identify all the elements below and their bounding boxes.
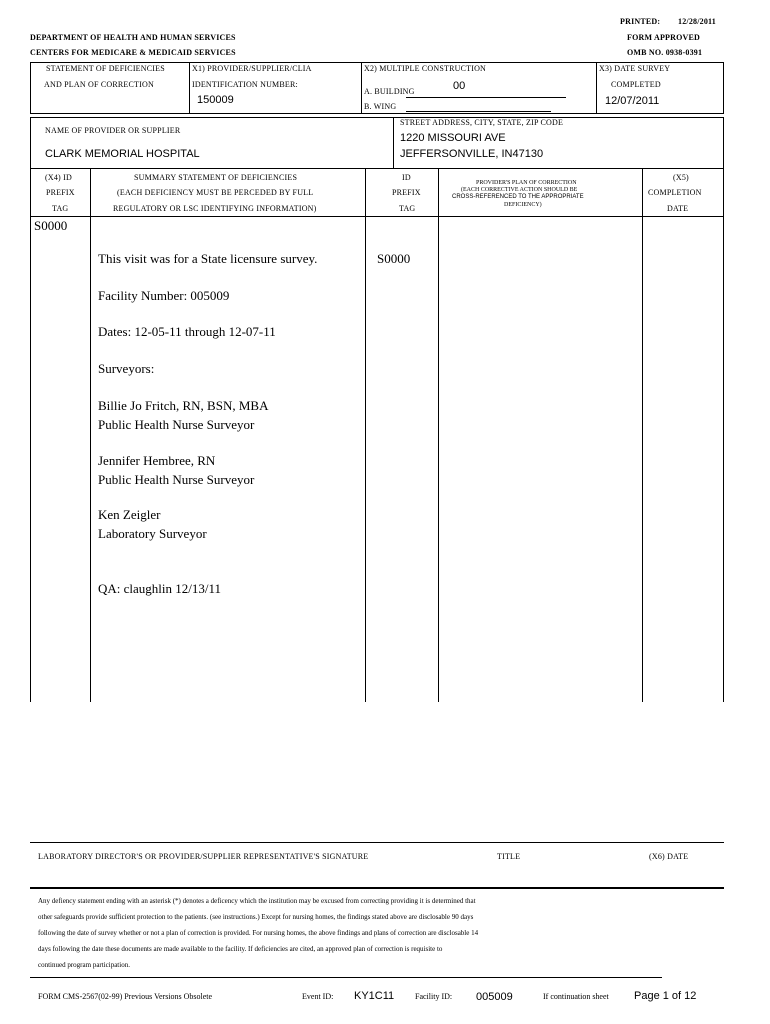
content-line: Facility Number: 005009 bbox=[98, 288, 230, 303]
plan-header-3: CROSS-REFERENCED TO THE APPROPRIATE bbox=[452, 194, 584, 200]
x2-label: X2) MULTIPLE CONSTRUCTION bbox=[364, 64, 487, 73]
content-line: Billie Jo Fritch, RN, BSN, MBA bbox=[98, 398, 269, 413]
content-line: This visit was for a State licensure survey. bbox=[98, 251, 318, 266]
statement-label-2: AND PLAN OF CORRECTION bbox=[44, 80, 154, 89]
survey-date: 12/07/2011 bbox=[605, 95, 660, 107]
disclaimer-line: other safeguards provide sufficient protection to the patients. (see instructions.) Except for nursing homes, the findings stated above are disclosable 90 days bbox=[38, 913, 474, 921]
printed-label: PRINTED: bbox=[620, 17, 661, 26]
summary-header-1: SUMMARY STATEMENT OF DEFICIENCIES bbox=[134, 173, 298, 182]
disclaimer-line: following the date of survey whether or not a plan of correction is provided. For nursing homes, the above findings and plans of correction are disclosable 14 bbox=[38, 929, 479, 937]
x4-header-1: (X4) ID bbox=[45, 173, 72, 182]
x5-header-1: (X5) bbox=[673, 173, 689, 182]
address-line-1: 1220 MISSOURI AVE bbox=[400, 132, 506, 144]
plan-header-2: (EACH CORRECTIVE ACTION SHOULD BE bbox=[461, 187, 578, 193]
content-line: Ken Zeigler bbox=[98, 507, 161, 522]
building-label: A. BUILDING bbox=[364, 87, 415, 96]
printed-date: 12/28/2011 bbox=[678, 17, 717, 26]
x5-header-3: DATE bbox=[667, 204, 689, 213]
continuation-label: If continuation sheet bbox=[543, 992, 609, 1001]
x1-label-1: X1) PROVIDER/SUPPLIER/CLIA bbox=[192, 64, 312, 73]
id-header-2: PREFIX bbox=[392, 188, 421, 197]
x3-label-1: X3) DATE SURVEY bbox=[599, 64, 671, 73]
id-header-1: ID bbox=[402, 173, 411, 182]
summary-header-3: REGULATORY OR LSC IDENTIFYING INFORMATION) bbox=[113, 204, 317, 213]
provider-name-label: NAME OF PROVIDER OR SUPPLIER bbox=[45, 126, 181, 135]
omb-number: OMB NO. 0938-0391 bbox=[627, 48, 703, 57]
address-label: STREET ADDRESS, CITY, STATE, ZIP CODE bbox=[400, 118, 564, 127]
disclaimer-line: Any defiency statement ending with an asterisk (*) denotes a deficency which the institution may be excused from correcting providing it is determined that bbox=[38, 897, 476, 905]
title-label: TITLE bbox=[497, 852, 521, 861]
id-header-3: TAG bbox=[399, 204, 416, 213]
x3-label-2: COMPLETED bbox=[611, 80, 661, 89]
provider-name: CLARK MEMORIAL HOSPITAL bbox=[45, 148, 200, 160]
address-line-2: JEFFERSONVILLE, IN47130 bbox=[400, 148, 544, 160]
page-number: Page 1 of 12 bbox=[634, 990, 697, 1002]
plan-header-4: DEFICIENCY) bbox=[504, 202, 542, 208]
dept-title: DEPARTMENT OF HEALTH AND HUMAN SERVICES bbox=[30, 33, 236, 42]
content-line: Jennifer Hembree, RN bbox=[98, 453, 216, 468]
disclaimer-line: days following the date these documents are made available to the facility. If deficiencies are cited, an approved plan of correction is requisite to bbox=[38, 945, 443, 953]
right-tag: S0000 bbox=[377, 251, 411, 266]
content-line: Public Health Nurse Surveyor bbox=[98, 417, 255, 432]
summary-header-2: (EACH DEFICIENCY MUST BE PERCEDED BY FULL bbox=[117, 188, 314, 197]
event-id-value: KY1C11 bbox=[354, 990, 395, 1002]
content-line: Laboratory Surveyor bbox=[98, 526, 207, 541]
date-label: (X6) DATE bbox=[649, 852, 689, 861]
content-line: Dates: 12-05-11 through 12-07-11 bbox=[98, 324, 276, 339]
wing-label: B. WING bbox=[364, 102, 397, 111]
form-approved: FORM APPROVED bbox=[627, 33, 701, 42]
plan-header-1: PROVIDER'S PLAN OF CORRECTION bbox=[476, 180, 577, 186]
content-line: Public Health Nurse Surveyor bbox=[98, 472, 255, 487]
cms-title: CENTERS FOR MEDICARE & MEDICAID SERVICES bbox=[30, 48, 236, 57]
x4-header-2: PREFIX bbox=[46, 188, 75, 197]
form-number: FORM CMS-2567(02-99) Previous Versions Obsolete bbox=[38, 992, 213, 1001]
left-tag: S0000 bbox=[34, 218, 68, 233]
content-line: QA: claughlin 12/13/11 bbox=[98, 581, 222, 596]
statement-label-1: STATEMENT OF DEFICIENCIES bbox=[46, 64, 165, 73]
event-id-label: Event ID: bbox=[302, 992, 334, 1001]
facility-id-value: 005009 bbox=[476, 991, 513, 1003]
content-line: Surveyors: bbox=[98, 361, 155, 376]
disclaimer-line: continued program participation. bbox=[38, 961, 130, 969]
building-value: 00 bbox=[453, 80, 466, 92]
x4-header-3: TAG bbox=[52, 204, 69, 213]
x5-header-2: COMPLETION bbox=[648, 188, 702, 197]
x1-label-2: IDENTIFICATION NUMBER: bbox=[192, 80, 298, 89]
facility-id-label: Facility ID: bbox=[415, 992, 453, 1001]
signature-label: LABORATORY DIRECTOR'S OR PROVIDER/SUPPLIER REPRESENTATIVE'S SIGNATURE bbox=[38, 852, 369, 861]
provider-id: 150009 bbox=[197, 94, 234, 106]
